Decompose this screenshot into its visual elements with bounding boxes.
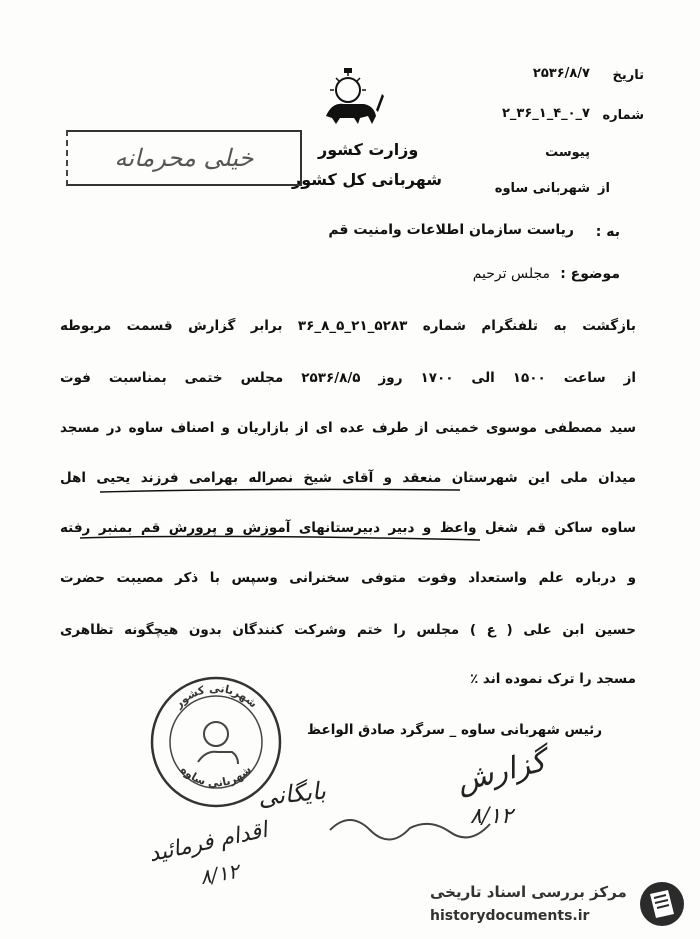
lion-and-sun-emblem-icon bbox=[318, 66, 386, 128]
body-line: ساوه ساکن قم شغل واعظ و دبیر دبیرستانهای آموزش و پرورش قم بمنبر رفته bbox=[60, 520, 636, 536]
from-label: از bbox=[598, 181, 610, 196]
handwritten-note-archive: بایگانی bbox=[256, 776, 328, 812]
number-value: ۲_۳۶_۱_۴_۰_۷ bbox=[501, 106, 590, 121]
handwritten-note-action-date: ۸/۱۲ bbox=[198, 858, 241, 890]
recipient-label: به : bbox=[595, 224, 620, 240]
body-line: حسین ابن علی ( ع ) مجلس را ختم وشرکت کنندگان بدون هیچگونه تظاهری bbox=[60, 622, 636, 638]
classification-stamp-text: خیلی محرمانه bbox=[114, 144, 254, 172]
recipient-value: ریاست سازمان اطلاعات وامنیت قم bbox=[328, 222, 574, 238]
body-line: از ساعت ۱۵۰۰ الی ۱۷۰۰ روز ۲۵۳۶/۸/۵ مجلس ختمی بمناسبت فوت bbox=[60, 370, 636, 386]
classification-stamp bbox=[66, 130, 302, 186]
date-label: تاریخ bbox=[612, 68, 644, 83]
watermark-logo-icon bbox=[638, 880, 686, 928]
number-label: شماره bbox=[602, 108, 644, 123]
handwritten-underline bbox=[60, 484, 640, 554]
body-line: میدان ملی این شهرستان منعقد و آقای شیخ نصراله بهرامی فرزند یحیی اهل bbox=[60, 470, 636, 486]
signature-scribble bbox=[320, 800, 500, 850]
subject-value: مجلس ترحیم bbox=[472, 266, 550, 282]
signatory-title: رئیس شهربانی ساوه _ سرگرد صادق الواعظ bbox=[307, 722, 602, 738]
from-value: شهربانی ساوه bbox=[494, 181, 590, 196]
watermark-name: مرکز بررسی اسناد تاریخی bbox=[430, 883, 627, 901]
subject-label: موضوع : bbox=[560, 266, 620, 282]
watermark-site: historydocuments.ir bbox=[430, 908, 590, 924]
svg-text:شهربانی ساوه: شهربانی ساوه bbox=[178, 763, 254, 790]
handwritten-note-action: اقدام فرمائید bbox=[146, 817, 270, 868]
handwritten-note-date: ۸/۱۲ bbox=[470, 804, 513, 829]
attachment-label: پیوست bbox=[545, 145, 590, 160]
handwritten-note-report: گزارش bbox=[453, 743, 550, 800]
ministry-title: وزارت کشور bbox=[318, 140, 419, 159]
body-line: سید مصطفی موسوی خمینی از طرف عده ای از بازاریان و اصناف ساوه در مسجد bbox=[60, 420, 636, 436]
body-line: مسجد را ترک نموده اند ٪ bbox=[469, 671, 636, 687]
body-line: و درباره علم واستعداد وفوت متوفی سخنرانی وسپس با ذکر مصیبت حضرت bbox=[60, 570, 636, 586]
date-value: ۲۵۳۶/۸/۷ bbox=[532, 66, 590, 81]
department-title: شهربانی کل کشور bbox=[292, 170, 443, 189]
svg-text:شهربانی کشور: شهربانی کشور bbox=[171, 681, 260, 711]
body-line: بازگشت به تلفنگرام شماره ۵۲۸۳_۲۱_۵_۸_۳۶ برابر گزارش قسمت مربوطه bbox=[60, 318, 636, 334]
